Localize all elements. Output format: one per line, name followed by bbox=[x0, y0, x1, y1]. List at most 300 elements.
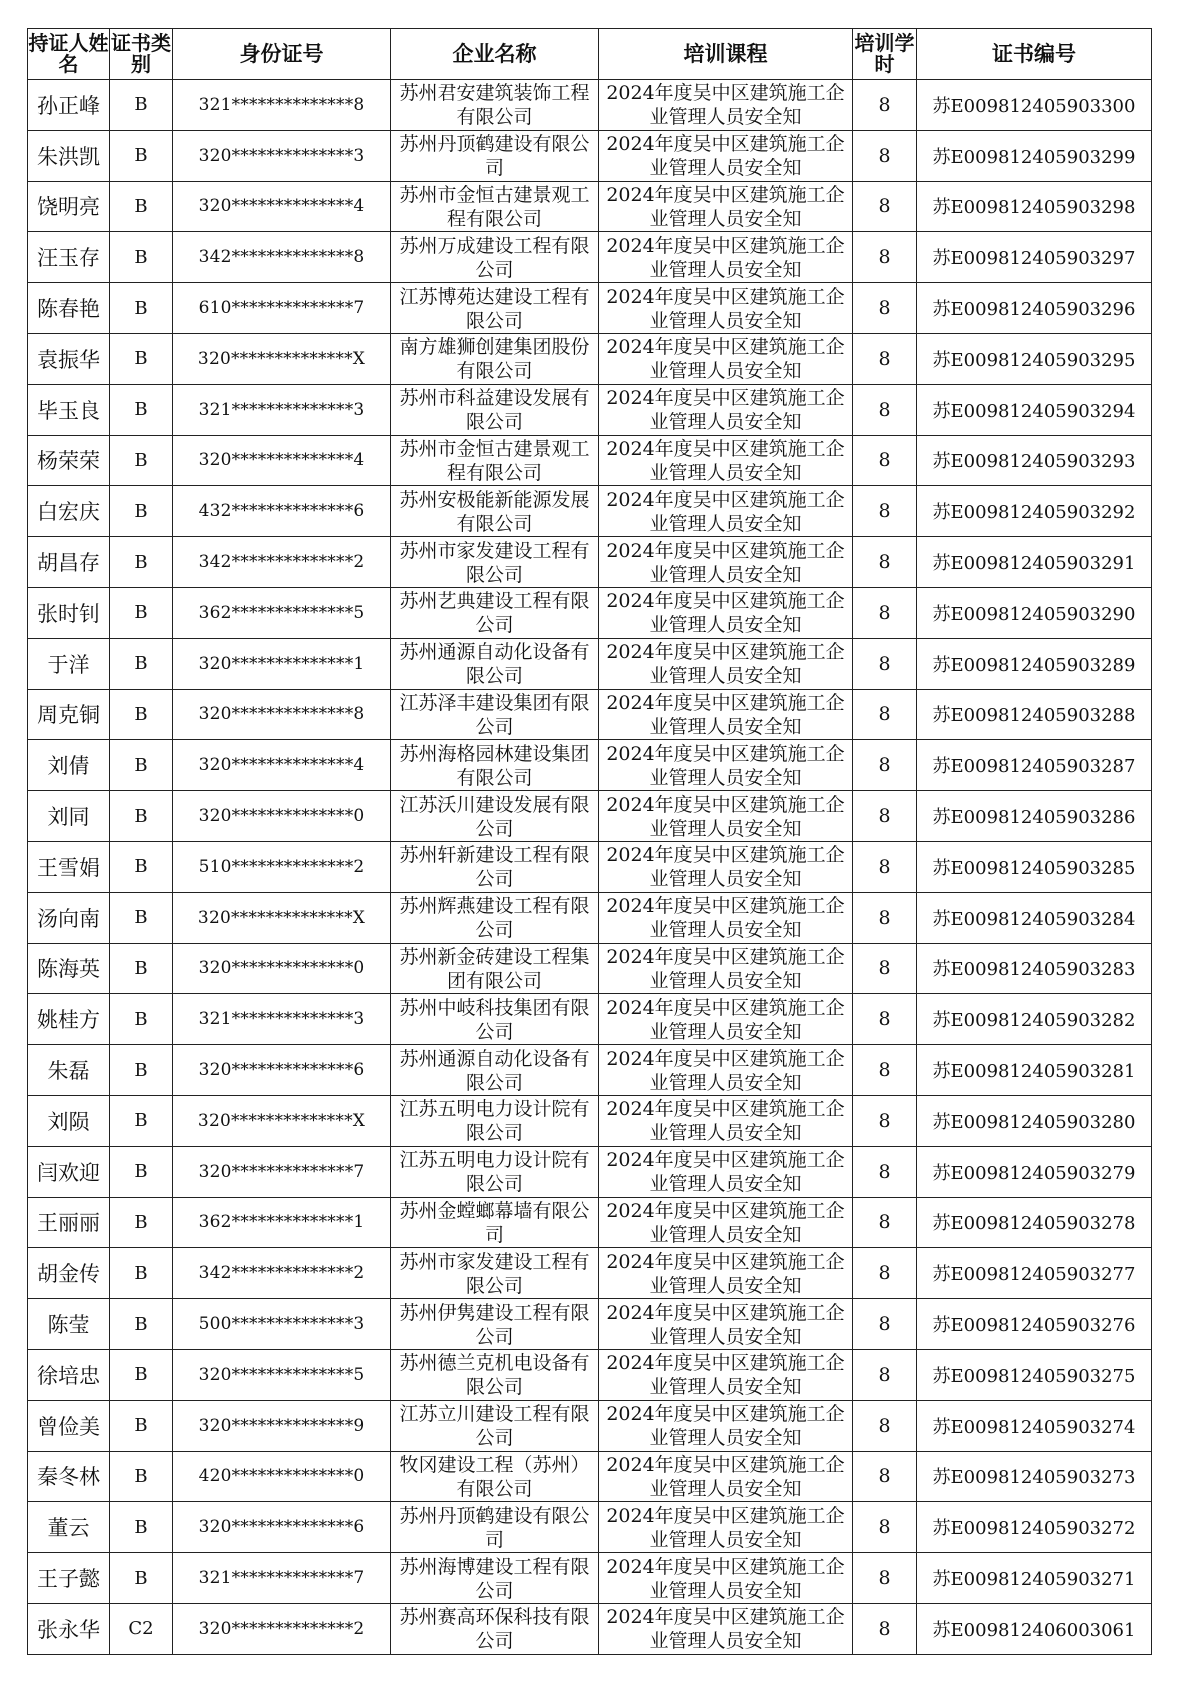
course-text: 2024年度吴中区建筑施工企业管理人员安全知 bbox=[606, 133, 845, 180]
hours-cell: 8 bbox=[853, 283, 917, 334]
company-cell bbox=[391, 486, 599, 537]
cert-no-cell: 苏E009812405903288 bbox=[917, 689, 1152, 740]
company-cell bbox=[391, 283, 599, 334]
category-cell: B bbox=[110, 1349, 173, 1400]
cert-no-cell: 苏E009812405903300 bbox=[917, 80, 1152, 131]
id-number-cell: 320**************X bbox=[173, 333, 391, 384]
cert-no-cell: 苏E009812405903277 bbox=[917, 1248, 1152, 1299]
company-text: 苏州市家发建设工程有限公司 bbox=[399, 539, 590, 586]
company-text: 苏州辉燕建设工程有限公司 bbox=[399, 895, 590, 942]
company-cell bbox=[391, 1299, 599, 1350]
hours-cell: 8 bbox=[853, 384, 917, 435]
company-cell bbox=[391, 1603, 599, 1654]
hours-cell: 8 bbox=[853, 1146, 917, 1197]
id-number-cell: 510**************2 bbox=[173, 841, 391, 892]
table-row bbox=[28, 1603, 1152, 1654]
category-cell: B bbox=[110, 181, 173, 232]
course-cell bbox=[599, 994, 853, 1045]
table-row bbox=[28, 791, 1152, 842]
holder-name-cell: 胡昌存 bbox=[28, 537, 110, 588]
course-cell bbox=[599, 1146, 853, 1197]
category-cell: B bbox=[110, 740, 173, 791]
company-text: 苏州市科益建设发展有限公司 bbox=[399, 387, 590, 434]
company-text: 苏州海博建设工程有限公司 bbox=[399, 1555, 590, 1602]
category-cell: B bbox=[110, 892, 173, 943]
table-row bbox=[28, 1095, 1152, 1146]
category-cell: B bbox=[110, 791, 173, 842]
table-row bbox=[28, 486, 1152, 537]
course-cell bbox=[599, 1095, 853, 1146]
category-cell: B bbox=[110, 1197, 173, 1248]
course-text: 2024年度吴中区建筑施工企业管理人员安全知 bbox=[606, 691, 845, 738]
company-text: 苏州新金砖建设工程集团有限公司 bbox=[399, 945, 590, 992]
company-text: 苏州轩新建设工程有限公司 bbox=[399, 844, 590, 891]
company-text: 苏州通源自动化设备有限公司 bbox=[399, 641, 590, 688]
header-id-number: 身份证号 bbox=[173, 29, 391, 80]
cert-no-cell: 苏E009812406003061 bbox=[917, 1603, 1152, 1654]
company-text: 苏州君安建筑装饰工程有限公司 bbox=[399, 82, 590, 129]
id-number-cell: 320**************8 bbox=[173, 689, 391, 740]
id-number-cell: 320**************4 bbox=[173, 181, 391, 232]
company-text: 江苏泽丰建设集团有限公司 bbox=[399, 691, 590, 738]
holder-name-cell: 白宏庆 bbox=[28, 486, 110, 537]
table-row bbox=[28, 1248, 1152, 1299]
header-cert-no: 证书编号 bbox=[917, 29, 1152, 80]
id-number-cell: 320**************3 bbox=[173, 130, 391, 181]
cert-no-cell: 苏E009812405903291 bbox=[917, 537, 1152, 588]
id-number-cell: 432**************6 bbox=[173, 486, 391, 537]
category-cell: B bbox=[110, 80, 173, 131]
holder-name-cell: 陈春艳 bbox=[28, 283, 110, 334]
course-cell bbox=[599, 1553, 853, 1604]
company-cell bbox=[391, 1349, 599, 1400]
company-cell bbox=[391, 1553, 599, 1604]
course-cell bbox=[599, 486, 853, 537]
holder-name-cell: 于洋 bbox=[28, 638, 110, 689]
hours-cell: 8 bbox=[853, 333, 917, 384]
course-cell bbox=[599, 943, 853, 994]
course-text: 2024年度吴中区建筑施工企业管理人员安全知 bbox=[606, 183, 845, 230]
holder-name-cell: 刘倩 bbox=[28, 740, 110, 791]
company-text: 苏州通源自动化设备有限公司 bbox=[399, 1047, 590, 1094]
course-text: 2024年度吴中区建筑施工企业管理人员安全知 bbox=[606, 285, 845, 332]
category-cell: B bbox=[110, 689, 173, 740]
course-cell bbox=[599, 333, 853, 384]
holder-name-cell: 张永华 bbox=[28, 1603, 110, 1654]
id-number-cell: 320**************4 bbox=[173, 435, 391, 486]
cert-no-cell: 苏E009812405903290 bbox=[917, 587, 1152, 638]
cert-no-cell: 苏E009812405903273 bbox=[917, 1451, 1152, 1502]
course-text: 2024年度吴中区建筑施工企业管理人员安全知 bbox=[606, 539, 845, 586]
course-text: 2024年度吴中区建筑施工企业管理人员安全知 bbox=[606, 1047, 845, 1094]
cert-no-cell: 苏E009812405903297 bbox=[917, 232, 1152, 283]
category-cell: B bbox=[110, 1502, 173, 1553]
category-cell: B bbox=[110, 1095, 173, 1146]
hours-cell: 8 bbox=[853, 80, 917, 131]
company-cell bbox=[391, 1095, 599, 1146]
company-cell bbox=[391, 841, 599, 892]
hours-cell: 8 bbox=[853, 1349, 917, 1400]
table-row bbox=[28, 1045, 1152, 1096]
company-cell bbox=[391, 232, 599, 283]
course-cell bbox=[599, 1299, 853, 1350]
hours-cell: 8 bbox=[853, 130, 917, 181]
holder-name-cell: 刘陨 bbox=[28, 1095, 110, 1146]
holder-name-cell: 董云 bbox=[28, 1502, 110, 1553]
holder-name-cell: 闫欢迎 bbox=[28, 1146, 110, 1197]
category-cell: B bbox=[110, 994, 173, 1045]
id-number-cell: 320**************7 bbox=[173, 1146, 391, 1197]
id-number-cell: 320**************X bbox=[173, 1095, 391, 1146]
table-row bbox=[28, 1451, 1152, 1502]
company-cell bbox=[391, 130, 599, 181]
hours-cell: 8 bbox=[853, 1400, 917, 1451]
hours-cell: 8 bbox=[853, 181, 917, 232]
company-cell bbox=[391, 333, 599, 384]
holder-name-cell: 刘同 bbox=[28, 791, 110, 842]
course-text: 2024年度吴中区建筑施工企业管理人员安全知 bbox=[606, 82, 845, 129]
course-text: 2024年度吴中区建筑施工企业管理人员安全知 bbox=[606, 1453, 845, 1500]
table-row bbox=[28, 1146, 1152, 1197]
table-row bbox=[28, 283, 1152, 334]
hours-cell: 8 bbox=[853, 1502, 917, 1553]
category-cell: B bbox=[110, 943, 173, 994]
course-text: 2024年度吴中区建筑施工企业管理人员安全知 bbox=[606, 488, 845, 535]
course-cell bbox=[599, 384, 853, 435]
course-cell bbox=[599, 841, 853, 892]
holder-name-cell: 秦冬林 bbox=[28, 1451, 110, 1502]
company-text: 江苏博苑达建设工程有限公司 bbox=[399, 285, 590, 332]
table-row bbox=[28, 232, 1152, 283]
cert-no-cell: 苏E009812405903272 bbox=[917, 1502, 1152, 1553]
cert-no-cell: 苏E009812405903276 bbox=[917, 1299, 1152, 1350]
cert-no-cell: 苏E009812405903292 bbox=[917, 486, 1152, 537]
id-number-cell: 320**************0 bbox=[173, 943, 391, 994]
company-cell bbox=[391, 435, 599, 486]
hours-cell: 8 bbox=[853, 638, 917, 689]
table-row bbox=[28, 740, 1152, 791]
hours-cell: 8 bbox=[853, 1095, 917, 1146]
company-text: 苏州万成建设工程有限公司 bbox=[399, 234, 590, 281]
table-row bbox=[28, 841, 1152, 892]
cert-no-cell: 苏E009812405903286 bbox=[917, 791, 1152, 842]
certificate-table bbox=[27, 28, 1152, 1655]
cert-no-cell: 苏E009812405903279 bbox=[917, 1146, 1152, 1197]
company-text: 苏州丹顶鹤建设有限公司 bbox=[399, 1504, 590, 1551]
category-cell: B bbox=[110, 232, 173, 283]
company-text: 江苏沃川建设发展有限公司 bbox=[399, 793, 590, 840]
category-cell: B bbox=[110, 1248, 173, 1299]
table-row bbox=[28, 1197, 1152, 1248]
category-cell: B bbox=[110, 486, 173, 537]
course-text: 2024年度吴中区建筑施工企业管理人员安全知 bbox=[606, 793, 845, 840]
course-cell bbox=[599, 1451, 853, 1502]
header-holder-name: 持证人姓名 bbox=[28, 29, 110, 80]
category-cell: B bbox=[110, 333, 173, 384]
holder-name-cell: 王雪娟 bbox=[28, 841, 110, 892]
course-text: 2024年度吴中区建筑施工企业管理人员安全知 bbox=[606, 1352, 845, 1399]
course-cell bbox=[599, 689, 853, 740]
company-cell bbox=[391, 994, 599, 1045]
id-number-cell: 321**************3 bbox=[173, 384, 391, 435]
course-text: 2024年度吴中区建筑施工企业管理人员安全知 bbox=[606, 844, 845, 891]
cert-no-cell: 苏E009812405903284 bbox=[917, 892, 1152, 943]
company-text: 牧冈建设工程（苏州）有限公司 bbox=[399, 1453, 590, 1500]
company-text: 苏州市金恒古建景观工程有限公司 bbox=[399, 183, 590, 230]
company-cell bbox=[391, 740, 599, 791]
course-cell bbox=[599, 537, 853, 588]
cert-no-cell: 苏E009812405903296 bbox=[917, 283, 1152, 334]
hours-cell: 8 bbox=[853, 1045, 917, 1096]
hours-cell: 8 bbox=[853, 1603, 917, 1654]
category-cell: B bbox=[110, 130, 173, 181]
course-text: 2024年度吴中区建筑施工企业管理人员安全知 bbox=[606, 1098, 845, 1145]
course-text: 2024年度吴中区建筑施工企业管理人员安全知 bbox=[606, 996, 845, 1043]
table-row bbox=[28, 181, 1152, 232]
hours-cell: 8 bbox=[853, 791, 917, 842]
cert-no-cell: 苏E009812405903274 bbox=[917, 1400, 1152, 1451]
cert-no-cell: 苏E009812405903283 bbox=[917, 943, 1152, 994]
cert-no-cell: 苏E009812405903280 bbox=[917, 1095, 1152, 1146]
cert-no-cell: 苏E009812405903282 bbox=[917, 994, 1152, 1045]
company-cell bbox=[391, 181, 599, 232]
course-cell bbox=[599, 80, 853, 131]
id-number-cell: 320**************2 bbox=[173, 1603, 391, 1654]
course-text: 2024年度吴中区建筑施工企业管理人员安全知 bbox=[606, 895, 845, 942]
course-text: 2024年度吴中区建筑施工企业管理人员安全知 bbox=[606, 742, 845, 789]
course-text: 2024年度吴中区建筑施工企业管理人员安全知 bbox=[606, 1504, 845, 1551]
category-cell: C2 bbox=[110, 1603, 173, 1654]
company-cell bbox=[391, 537, 599, 588]
holder-name-cell: 毕玉良 bbox=[28, 384, 110, 435]
company-cell bbox=[391, 384, 599, 435]
course-cell bbox=[599, 1603, 853, 1654]
company-text: 苏州市家发建设工程有限公司 bbox=[399, 1250, 590, 1297]
hours-cell: 8 bbox=[853, 841, 917, 892]
category-cell: B bbox=[110, 1045, 173, 1096]
cert-no-cell: 苏E009812405903271 bbox=[917, 1553, 1152, 1604]
course-cell bbox=[599, 1248, 853, 1299]
company-text: 苏州金螳螂幕墙有限公司 bbox=[399, 1199, 590, 1246]
table-row bbox=[28, 892, 1152, 943]
holder-name-cell: 杨荣荣 bbox=[28, 435, 110, 486]
course-cell bbox=[599, 181, 853, 232]
company-text: 苏州市金恒古建景观工程有限公司 bbox=[399, 437, 590, 484]
id-number-cell: 342**************2 bbox=[173, 537, 391, 588]
company-cell bbox=[391, 80, 599, 131]
header-row bbox=[28, 29, 1152, 80]
hours-cell: 8 bbox=[853, 1451, 917, 1502]
hours-cell: 8 bbox=[853, 740, 917, 791]
hours-cell: 8 bbox=[853, 1248, 917, 1299]
header-course: 培训课程 bbox=[599, 29, 853, 80]
course-cell bbox=[599, 130, 853, 181]
table-row bbox=[28, 689, 1152, 740]
course-text: 2024年度吴中区建筑施工企业管理人员安全知 bbox=[606, 1301, 845, 1348]
course-cell bbox=[599, 232, 853, 283]
course-text: 2024年度吴中区建筑施工企业管理人员安全知 bbox=[606, 387, 845, 434]
hours-cell: 8 bbox=[853, 537, 917, 588]
company-cell bbox=[391, 587, 599, 638]
company-text: 江苏五明电力设计院有限公司 bbox=[399, 1149, 590, 1196]
company-text: 苏州丹顶鹤建设有限公司 bbox=[399, 133, 590, 180]
id-number-cell: 320**************1 bbox=[173, 638, 391, 689]
company-text: 苏州艺典建设工程有限公司 bbox=[399, 590, 590, 637]
cert-no-cell: 苏E009812405903295 bbox=[917, 333, 1152, 384]
header-hours: 培训学时 bbox=[853, 29, 917, 80]
cert-no-cell: 苏E009812405903285 bbox=[917, 841, 1152, 892]
id-number-cell: 500**************3 bbox=[173, 1299, 391, 1350]
company-cell bbox=[391, 1400, 599, 1451]
cert-no-cell: 苏E009812405903289 bbox=[917, 638, 1152, 689]
holder-name-cell: 饶明亮 bbox=[28, 181, 110, 232]
id-number-cell: 320**************9 bbox=[173, 1400, 391, 1451]
holder-name-cell: 王子懿 bbox=[28, 1553, 110, 1604]
holder-name-cell: 朱洪凯 bbox=[28, 130, 110, 181]
course-cell bbox=[599, 1502, 853, 1553]
holder-name-cell: 陈海英 bbox=[28, 943, 110, 994]
category-cell: B bbox=[110, 283, 173, 334]
course-cell bbox=[599, 1197, 853, 1248]
company-cell bbox=[391, 638, 599, 689]
company-text: 南方雄狮创建集团股份有限公司 bbox=[399, 336, 590, 383]
header-company: 企业名称 bbox=[391, 29, 599, 80]
company-cell bbox=[391, 892, 599, 943]
category-cell: B bbox=[110, 1400, 173, 1451]
course-cell bbox=[599, 740, 853, 791]
table-row bbox=[28, 384, 1152, 435]
table-row bbox=[28, 333, 1152, 384]
id-number-cell: 342**************2 bbox=[173, 1248, 391, 1299]
cert-no-cell: 苏E009812405903298 bbox=[917, 181, 1152, 232]
hours-cell: 8 bbox=[853, 1299, 917, 1350]
table-row bbox=[28, 537, 1152, 588]
hours-cell: 8 bbox=[853, 1197, 917, 1248]
course-text: 2024年度吴中区建筑施工企业管理人员安全知 bbox=[606, 1403, 845, 1450]
holder-name-cell: 曾俭美 bbox=[28, 1400, 110, 1451]
company-cell bbox=[391, 1146, 599, 1197]
holder-name-cell: 汤向南 bbox=[28, 892, 110, 943]
company-cell bbox=[391, 1197, 599, 1248]
category-cell: B bbox=[110, 1553, 173, 1604]
category-cell: B bbox=[110, 435, 173, 486]
course-text: 2024年度吴中区建筑施工企业管理人员安全知 bbox=[606, 1250, 845, 1297]
hours-cell: 8 bbox=[853, 435, 917, 486]
hours-cell: 8 bbox=[853, 587, 917, 638]
company-cell bbox=[391, 791, 599, 842]
category-cell: B bbox=[110, 1299, 173, 1350]
company-cell bbox=[391, 1502, 599, 1553]
id-number-cell: 420**************0 bbox=[173, 1451, 391, 1502]
id-number-cell: 610**************7 bbox=[173, 283, 391, 334]
course-text: 2024年度吴中区建筑施工企业管理人员安全知 bbox=[606, 1199, 845, 1246]
course-cell bbox=[599, 638, 853, 689]
holder-name-cell: 张时钊 bbox=[28, 587, 110, 638]
holder-name-cell: 胡金传 bbox=[28, 1248, 110, 1299]
holder-name-cell: 孙正峰 bbox=[28, 80, 110, 131]
hours-cell: 8 bbox=[853, 943, 917, 994]
table-row bbox=[28, 1553, 1152, 1604]
hours-cell: 8 bbox=[853, 1553, 917, 1604]
table-row bbox=[28, 943, 1152, 994]
table-row bbox=[28, 1502, 1152, 1553]
hours-cell: 8 bbox=[853, 689, 917, 740]
cert-no-cell: 苏E009812405903294 bbox=[917, 384, 1152, 435]
table-row bbox=[28, 994, 1152, 1045]
id-number-cell: 320**************0 bbox=[173, 791, 391, 842]
header-category: 证书类别 bbox=[110, 29, 173, 80]
course-text: 2024年度吴中区建筑施工企业管理人员安全知 bbox=[606, 437, 845, 484]
table-row bbox=[28, 130, 1152, 181]
holder-name-cell: 姚桂方 bbox=[28, 994, 110, 1045]
id-number-cell: 321**************3 bbox=[173, 994, 391, 1045]
company-cell bbox=[391, 1248, 599, 1299]
hours-cell: 8 bbox=[853, 232, 917, 283]
id-number-cell: 342**************8 bbox=[173, 232, 391, 283]
course-text: 2024年度吴中区建筑施工企业管理人员安全知 bbox=[606, 234, 845, 281]
id-number-cell: 362**************5 bbox=[173, 587, 391, 638]
holder-name-cell: 汪玉存 bbox=[28, 232, 110, 283]
table-row bbox=[28, 1349, 1152, 1400]
holder-name-cell: 袁振华 bbox=[28, 333, 110, 384]
id-number-cell: 320**************6 bbox=[173, 1502, 391, 1553]
holder-name-cell: 朱磊 bbox=[28, 1045, 110, 1096]
table-row bbox=[28, 638, 1152, 689]
hours-cell: 8 bbox=[853, 486, 917, 537]
course-cell bbox=[599, 791, 853, 842]
company-text: 苏州海格园林建设集团有限公司 bbox=[399, 742, 590, 789]
cert-no-cell: 苏E009812405903287 bbox=[917, 740, 1152, 791]
company-cell bbox=[391, 1451, 599, 1502]
holder-name-cell: 徐培忠 bbox=[28, 1349, 110, 1400]
table-row bbox=[28, 80, 1152, 131]
id-number-cell: 362**************1 bbox=[173, 1197, 391, 1248]
company-text: 苏州中岐科技集团有限公司 bbox=[399, 996, 590, 1043]
course-text: 2024年度吴中区建筑施工企业管理人员安全知 bbox=[606, 590, 845, 637]
holder-name-cell: 陈莹 bbox=[28, 1299, 110, 1350]
company-cell bbox=[391, 1045, 599, 1096]
course-text: 2024年度吴中区建筑施工企业管理人员安全知 bbox=[606, 945, 845, 992]
company-text: 江苏立川建设工程有限公司 bbox=[399, 1403, 590, 1450]
course-text: 2024年度吴中区建筑施工企业管理人员安全知 bbox=[606, 1606, 845, 1653]
cert-no-cell: 苏E009812405903275 bbox=[917, 1349, 1152, 1400]
id-number-cell: 320**************X bbox=[173, 892, 391, 943]
cert-no-cell: 苏E009812405903281 bbox=[917, 1045, 1152, 1096]
company-cell bbox=[391, 943, 599, 994]
cert-no-cell: 苏E009812405903278 bbox=[917, 1197, 1152, 1248]
table-row bbox=[28, 435, 1152, 486]
company-text: 苏州德兰克机电设备有限公司 bbox=[399, 1352, 590, 1399]
course-text: 2024年度吴中区建筑施工企业管理人员安全知 bbox=[606, 1149, 845, 1196]
company-text: 江苏五明电力设计院有限公司 bbox=[399, 1098, 590, 1145]
company-text: 苏州伊隽建设工程有限公司 bbox=[399, 1301, 590, 1348]
course-cell bbox=[599, 892, 853, 943]
category-cell: B bbox=[110, 1146, 173, 1197]
table-row bbox=[28, 1299, 1152, 1350]
category-cell: B bbox=[110, 638, 173, 689]
table-row bbox=[28, 587, 1152, 638]
hours-cell: 8 bbox=[853, 892, 917, 943]
holder-name-cell: 周克铜 bbox=[28, 689, 110, 740]
id-number-cell: 320**************6 bbox=[173, 1045, 391, 1096]
holder-name-cell: 王丽丽 bbox=[28, 1197, 110, 1248]
table-body bbox=[28, 80, 1152, 1655]
category-cell: B bbox=[110, 1451, 173, 1502]
table-row bbox=[28, 1400, 1152, 1451]
category-cell: B bbox=[110, 537, 173, 588]
category-cell: B bbox=[110, 587, 173, 638]
id-number-cell: 321**************8 bbox=[173, 80, 391, 131]
